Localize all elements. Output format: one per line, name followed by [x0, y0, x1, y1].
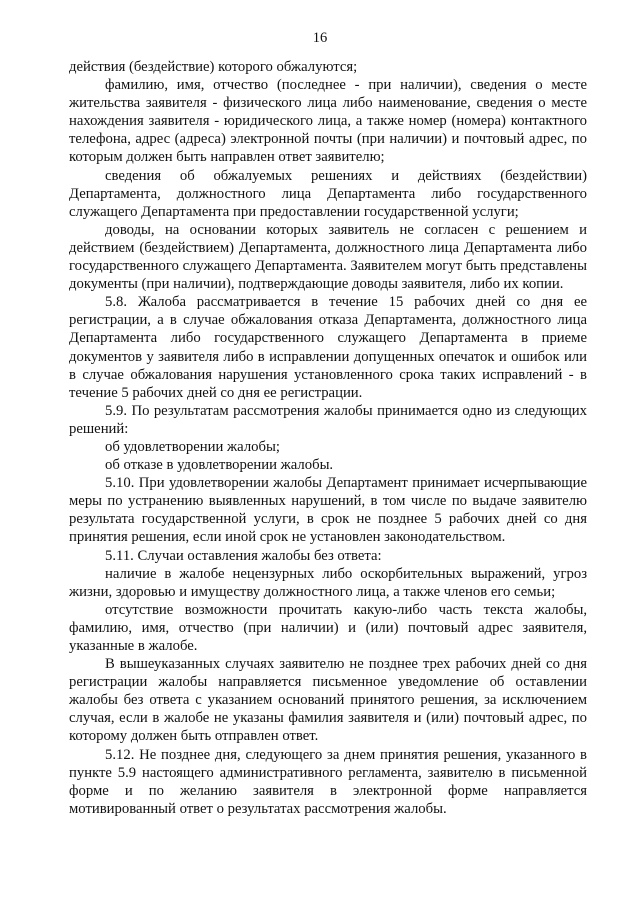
paragraph-5-9: 5.9. По результатам рассмотрения жалобы принимается одно из следующих решений:: [69, 402, 587, 437]
paragraph-appealed-decisions: сведения об обжалуемых решениях и действиях (бездействии) Департамента, должностного лица Департамента либо государственного служащего Департамента при предоставлении государственной услуги;: [69, 167, 587, 220]
page-number: 16: [312, 30, 328, 46]
paragraph-5-10: 5.10. При удовлетворении жалобы Департамент принимает исчерпывающие меры по устранению выявленных нарушений, в том числе по выдаче заявителю результата государственной услуги, в срок не позднее 5 рабочих дней со дня принятия решения, если иной срок не установлен законодательством.: [69, 475, 587, 546]
paragraph-5-12: 5.12. Не позднее дня, следующего за днем принятия решения, указанного в пункте 5.9 настоящего административного регламента, заявителю в письменной форме и по желанию заявителя в электронной форме направляется мотивированный ответ о результатах рассмотрения жалобы.: [69, 746, 587, 817]
paragraph-decision-refuse: об отказе в удовлетворении жалобы.: [105, 457, 334, 474]
paragraph-decision-satisfy: об удовлетворении жалобы;: [105, 438, 280, 455]
paragraph-unreadable-text: отсутствие возможности прочитать какую-либо часть текста жалобы, фамилию, имя, отчество (при наличии) и (или) почтовый адрес заявителя, указанные в жалобе.: [69, 601, 587, 654]
paragraph-notification: В вышеуказанных случаях заявителю не позднее трех рабочих дней со дня регистрации жалобы направляется письменное уведомление об оставлении жалобы без ответа с указанием оснований принятого решения, за исключением случая, если в жалобе не указаны фамилия заявителя и (или) почтовый адрес, по которому должен быть отправлен ответ.: [69, 656, 587, 745]
paragraph-obscene-language: наличие в жалобе нецензурных либо оскорбительных выражений, угроз жизни, здоровью и имуществу должностного лица, а также членов его семьи;: [69, 565, 587, 600]
document-body: [69, 58, 587, 818]
paragraph-continuation: действия (бездействие) которого обжалуются;: [69, 59, 358, 75]
paragraph-5-8: 5.8. Жалоба рассматривается в течение 15 рабочих дней со дня ее регистрации, а в случае обжалования отказа Департамента, должностного лица Департамента либо государственного служащего Департамента в приеме документов у заявителя либо в исправлении допущенных опечаток и ошибок или в случае обжалования нарушения установленного срока таких исправлений - в течение 5 рабочих дней со дня ее регистрации.: [69, 294, 587, 401]
paragraph-applicant-details: фамилию, имя, отчество (последнее - при наличии), сведения о месте жительства заявителя - физического лица либо наименование, сведения о месте нахождения заявителя - юридического лица, а также номер (номера) контактного телефона, адрес (адреса) электронной почты (при наличии) и почтовый адрес, по которым должен быть направлен ответ заявителю;: [69, 77, 587, 166]
paragraph-arguments: доводы, на основании которых заявитель не согласен с решением и действием (бездействием) Департамента, должностного лица Департамента либо государственного служащего Департамента. Заявителем могут быть представлены документы (при наличии), подтверждающие доводы заявителя, либо их копии.: [69, 221, 587, 293]
paragraph-5-11: 5.11. Случаи оставления жалобы без ответа:: [105, 547, 382, 564]
